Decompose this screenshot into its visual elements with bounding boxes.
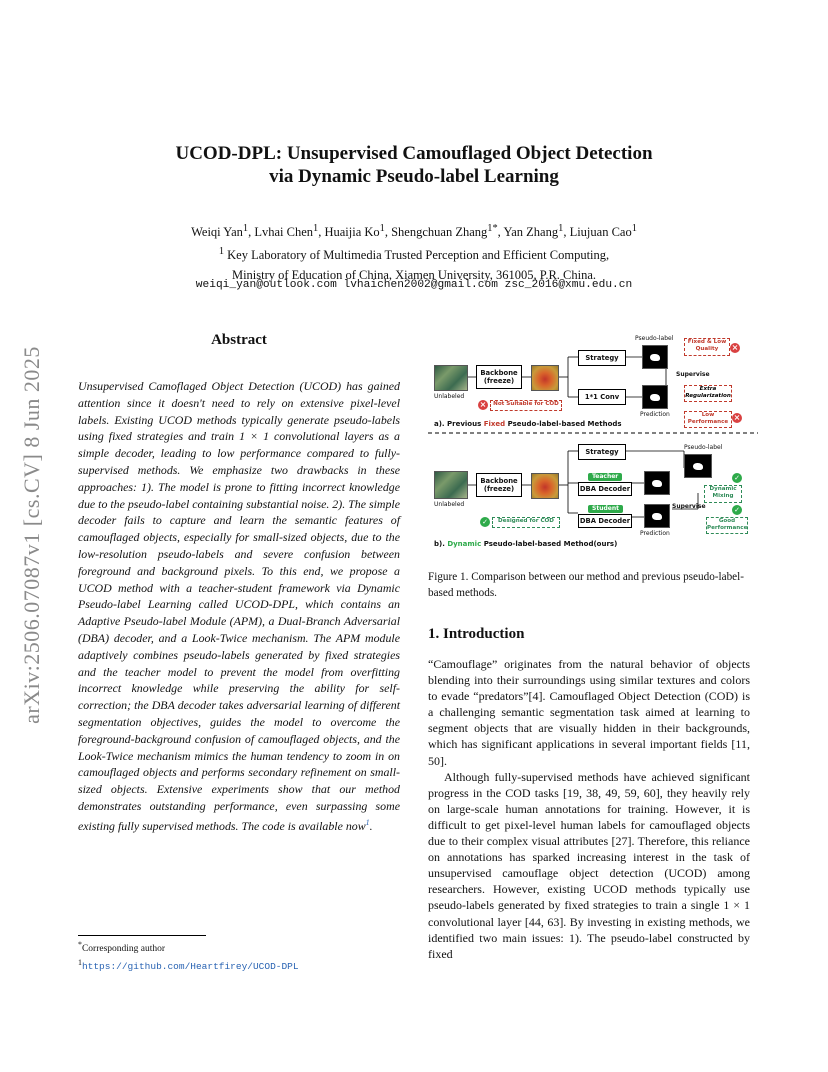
x-icon: × [479,400,487,409]
affiliation-2: Ministry of Education of China, Xiamen University, 361005, P.R. China. [231,268,597,283]
pseudo-label-mask-b [684,454,712,478]
extra-regularization-note: Extra Regularization [684,385,732,402]
caption-a-prefix: a). Previous [434,420,482,428]
caption-b-dynamic: Dynamic [447,540,482,548]
paper-title [80,142,748,188]
affil-mark: 1 [487,223,493,234]
author-name: Shengchuan Zhang [391,225,488,240]
caption-a-suffix: Pseudo-label-based Methods [507,420,622,428]
code-url-link[interactable]: https://github.com/Heartfirey/UCOD-DPL [81,961,299,973]
author-name: Huaijia Ko [324,225,380,240]
footnote-corresponding [78,938,299,956]
dynamic-mixing-note: Dynamic Mixing [704,485,742,503]
pseudo-label-a: Pseudo-label [635,335,674,342]
affil-mark: 1 [631,223,637,234]
student-tag: Student [588,505,623,513]
unlabeled-label-a: Unlabeled [434,393,465,400]
author-block [80,219,748,285]
affiliation-1 [80,242,748,265]
caption-b-suffix: Pseudo-label-based Method(ours) [483,540,618,548]
figure-caption: Figure 1. Comparison between our method and previous pseudo-label-based methods. [428,571,744,599]
pseudo-label-mask-a [642,345,668,369]
low-performance-note: Low Performance [684,411,732,428]
affil-mark: 1 [379,223,385,234]
footnote-number: 1 [78,958,82,968]
footnote-link[interactable]: 1 [365,817,370,827]
title-line-2: via Dynamic Pseudo-label Learning [269,166,559,187]
designed-for-cod-note: Designed for COD [492,517,560,528]
pseudo-label-b: Pseudo-label [684,444,723,451]
teacher-tag: Teacher [588,473,622,481]
abstract-heading: Abstract [211,332,267,348]
abstract-body: Unsupervised Camoflaged Object Detection (UCOD) has gained attention since it doesn't need to rely on extensive pixel-level labels. Existing UCOD methods typically generate pseudo-labels using fixed strategies and train 1 × 1 convolutional layers as a simple decoder, leading to low performance compared to fully-supervised methods. We emphasize two drawbacks in these approaches: 1). The model is prone to fitting incorrect knowledge due to the pseudo-label containing substantial noise. 2). The simple decoder fails to capture and learn the semantic features of camouflaged objects, especially for small-sized objects, due to the low-resolution pseudo-labels and severe confusion between foreground and background pixels. To this end, we propose a UCOD method with a teacher-student framework via Dynamic Pseudo-label Learning called UCOD-DPL, which contains an Adaptive Pseudo-label Module (APM), a Dual-Branch Adversarial (DBA) decoder, and a Look-Twice mechanism. The APM module adaptively combines pseudo-labels generated by fixed strategies and the teacher model to prevent the model from overfitting incorrect knowledge while preserving the ability for self-correction; the DBA decoder takes adversarial learning of different segmentation objectives, guides the model to overcome the foreground-background confusion of camouflaged objects, and the Look-Twice mechanism mimics the human tendency to zoom in on camouflaged objects and performs secondary refinement on small-sized objects. Extensive experiments show that our method demonstrates outstanding performance, even surpassing some existing fully supervised methods. The code is available now$^1$. [78,379,401,833]
teacher-decoder-box: DBA Decoder [578,482,632,496]
introduction-body [428,656,750,962]
affil-mark: 1 [242,223,249,234]
corresponding-mark: * [492,223,498,234]
star-mark: * [78,940,82,949]
supervise-label-b: Supervise [672,503,706,510]
author-name: Yan Zhang [503,225,559,240]
student-decoder-box: DBA Decoder [578,514,632,528]
not-suitable-note: Not Suitable for COD [490,400,562,411]
author-emails: weiqi_yan@outlook.com lvhaichen2002@gmail.com zsc_2016@xmu.edu.cn [195,279,633,291]
prediction-label-a: Prediction [640,411,670,418]
abstract-text: Unsupervised Camoflaged Object Detection (UCOD) has gained attention since it doesn't need to rely on extensive pixel-level labels. Existing UCOD methods typically generate pseudo-labels using fixed strategies and train 1 × 1 convolutional layers as a simple decoder, leading to low performance compared to fully-supervised methods. We emphasize two drawbacks in these approaches: 1). The model is prone to fitting incorrect knowledge due to the pseudo-label containing substantial noise. 2). The simple decoder fails to capture and learn the semantic features of camouflaged objects, especially for small-sized objects, due to the low-resolution pseudo-labels and severe confusion between foreground and background pixels. To this end, we propose a UCOD method with a teacher-student framework via Dynamic Pseudo-label Learning called UCOD-DPL, which contains an Adaptive Pseudo-label Module (APM), a Dual-Branch Adversarial (DBA) decoder, and a Look-Twice mechanism. The APM module adaptively combines pseudo-labels generated by fixed strategies and the teacher model to prevent the model from overfitting incorrect knowledge while preserving the ability for self-correction; the DBA decoder takes adversarial learning of different segmentation objectives, guides the model to overcome the foreground-background confusion of camouflaged objects, and the Look-Twice mechanism mimics the human tendency to zoom in on camouflaged objects and performs secondary refinement on small-sized objects. Extensive experiments show that our method demonstrates outstanding performance, even surpassing some existing fully supervised methods. The code is available now [78,379,401,833]
strategy-box-a: Strategy [578,350,626,366]
fixed-low-quality-note: Fixed & Low Quality [684,338,730,356]
section-heading-introduction: 1. Introduction [428,626,525,642]
x-icon: × [731,343,739,352]
supervise-label-a: Supervise [676,371,710,378]
intro-paragraph-1: “Camouflage” originates from the natural behavior of objects blending into their surroundings using similar textures and colors to evade “predators”[4]. Camouflaged Object Detection (COD) is a challenging semantic segmentation task aimed at learning to segment objects that are visually hidden in their backgrounds, which has significant applications in several important fields [11, 50]. [428,657,750,768]
backbone-box-b: Backbone (freeze) [476,473,522,497]
good-performance-note: Good Performance [706,517,748,534]
student-prediction-mask [644,504,670,528]
feature-map-b [531,473,559,499]
caption-a [434,420,622,428]
affil-line: Key Laboratory of Multimedia Trusted Perception and Efficient Computing, [227,248,610,263]
footnote-rule [78,935,206,936]
author-name: Lvhai Chen [254,225,313,240]
author-list: Weiqi Yan$^1$, Lvhai Chen$^1$, Huaijia Ko$^1$, Shengchuan Zhang$^{1*}$, Yan Zhang$^1$, Liujuan Cao$^1$ [191,223,637,240]
footnotes [78,938,299,974]
prediction-mask-a [642,385,668,409]
caption-a-fixed: Fixed [483,420,506,428]
title-line-1: UCOD-DPL: Unsupervised Camouflaged Object Detection [175,143,653,164]
footnote-text: Corresponding author [81,944,166,955]
strategy-box-b: Strategy [578,444,626,460]
camouflage-image-b [434,471,468,499]
caption-b [434,540,617,548]
author-name: Weiqi Yan [191,225,243,240]
teacher-mask [644,471,670,495]
camouflage-image-a [434,365,468,391]
prediction-label-b: Prediction [640,530,670,537]
check-icon: ✓ [480,517,490,527]
check-icon: ✓ [732,505,742,515]
check-icon: ✓ [732,473,742,483]
feature-map-a [531,365,559,391]
figure-1 [428,333,758,553]
affil-mark: 1 [558,223,564,234]
affil-mark: 1 [313,223,319,234]
author-name: Liujuan Cao [569,225,632,240]
affil-mark: 1 [218,246,225,258]
arxiv-sidebar [12,300,52,770]
backbone-box-a: Backbone (freeze) [476,365,522,389]
footnote-code [78,956,299,974]
x-icon: × [733,413,741,422]
conv-box: 1*1 Conv [578,389,626,405]
caption-b-prefix: b). [434,540,445,548]
unlabeled-label-b: Unlabeled [434,501,465,508]
intro-paragraph-2: Although fully-supervised methods have achieved significant progress in the COD tasks [19, 38, 49, 59, 60], they heavily rely on large-scale human annotations for training. However, it is difficult to get pixel-level human labels for camouflaged objects due to their complex visual attributes [27]. Therefore, this reliance on annotations has sparked increasing interest in the task of unsupervised camouflage object detection (UCOD) among researchers. However, existing UCOD methods typically use pseudo-labels generated by fixed strategies to train a single 1 × 1 convolutional layer [44, 63]. By investing in existing methods, we identified two main issues: 1). The pseudo-label constructed by fixed [428,769,750,961]
arxiv-identifier: arXiv:2506.07087v1 [cs.CV] 8 Jun 2025 [19,346,44,724]
